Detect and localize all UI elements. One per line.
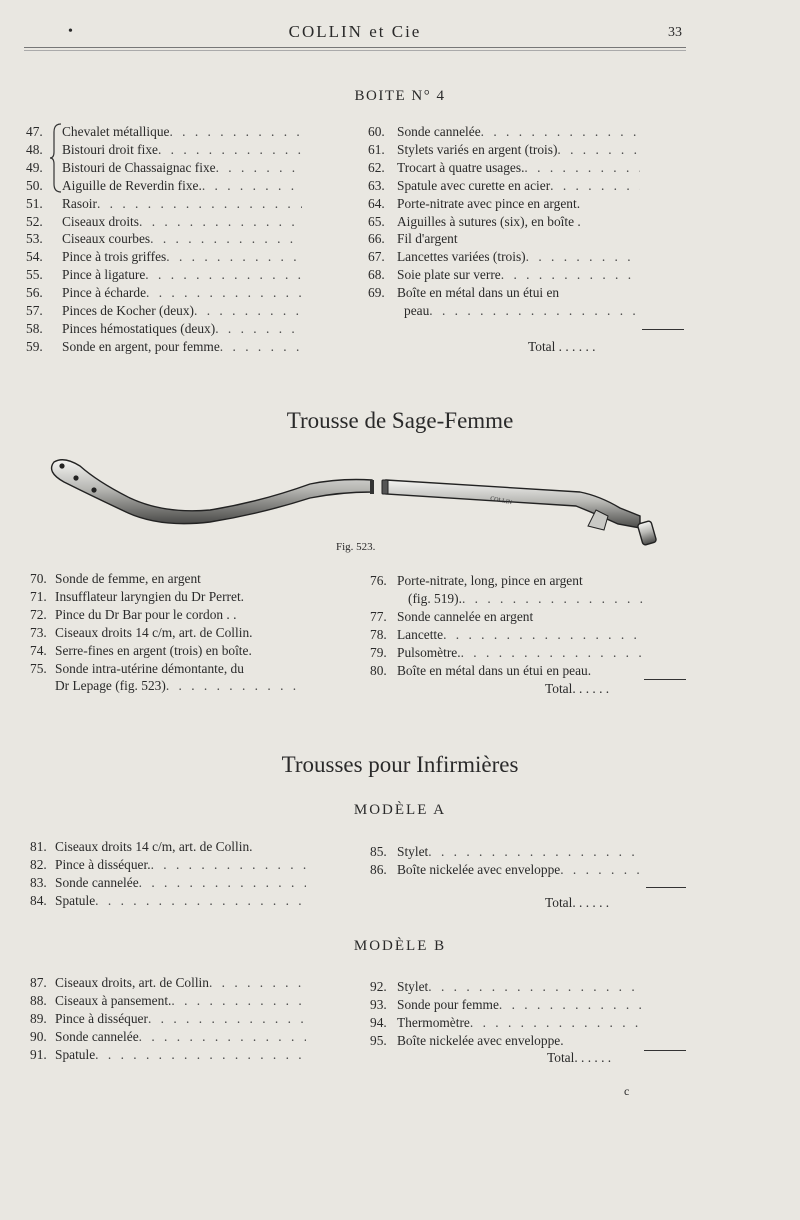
list-item [30, 856, 306, 874]
item-text: Stylet [397, 979, 429, 994]
item-number: 87. [30, 975, 47, 990]
item-text: Boîte nickelée avec enveloppe [397, 861, 561, 877]
list-item [26, 177, 302, 195]
leader-dots [169, 123, 302, 141]
item-text: Ciseaux droits [62, 213, 139, 229]
item-number: 60. [368, 124, 385, 139]
item-number: 59. [26, 338, 43, 354]
list-item [370, 662, 644, 680]
leader-dots [458, 230, 640, 248]
list-item [370, 996, 644, 1014]
leader-dots [253, 624, 307, 642]
infirmieres-title: Trousses pour Infirmières [281, 752, 519, 777]
item-text: Boîte en métal dans un étui en [397, 285, 560, 301]
list-item [26, 159, 302, 177]
leader-dots [428, 843, 644, 861]
item-number: 92. [370, 979, 387, 994]
leader-dots [150, 230, 302, 248]
leader-dots [428, 978, 644, 996]
item-number: 80. [370, 662, 387, 678]
item-text: Fil d'argent [397, 231, 458, 247]
item-number [30, 677, 55, 695]
item-number: 47. [26, 124, 43, 139]
list-item [30, 1028, 306, 1046]
modele-b-right-list [370, 978, 644, 1050]
list-item [30, 838, 306, 856]
boite4-right-list [368, 123, 640, 320]
item-text: Serre-fines en argent (trois) en boîte. [55, 642, 252, 658]
item-text: Sonde cannelée [55, 874, 139, 890]
leader-dots [591, 662, 644, 680]
leader-dots [139, 1028, 306, 1046]
item-text: Bistouri de Chassaignac fixe [62, 159, 216, 175]
list-item [26, 266, 302, 284]
item-number: 71. [30, 588, 47, 604]
page-number: 33 [668, 25, 682, 40]
leader-dots [166, 677, 306, 695]
list-item [370, 1032, 644, 1050]
leader-dots [564, 1032, 644, 1050]
item-text: Pinces hémostatiques (deux) [62, 320, 216, 336]
item-number: 95. [370, 1032, 387, 1048]
leader-dots [560, 861, 644, 879]
item-number: 62. [368, 159, 385, 175]
boite4-total-rule [642, 329, 684, 330]
item-number: 93. [370, 996, 387, 1012]
modele-b-total-rule [644, 1050, 686, 1051]
list-item [368, 284, 640, 302]
item-number: 58. [26, 320, 43, 336]
sage-femme-total-rule [644, 679, 686, 680]
item-number [370, 590, 408, 608]
list-item [30, 892, 306, 910]
item-text: Trocart à quatre usages. [397, 159, 525, 175]
header-brand: COLLIN et Cie [288, 22, 422, 41]
sage-femme-left-list [30, 570, 306, 695]
list-item [26, 123, 302, 141]
leader-dots [215, 320, 302, 338]
list-item [30, 974, 306, 992]
item-text: Sonde pour femme [397, 996, 499, 1012]
item-number: 94. [370, 1014, 387, 1030]
item-number: 72. [30, 606, 47, 622]
item-text: Lancettes variées (trois) [397, 249, 526, 265]
item-text: Spatule avec curette en acier [397, 177, 551, 193]
item-text: Stylets variés en argent (trois) [397, 141, 558, 157]
leader-dots [462, 590, 644, 608]
leader-dots [166, 248, 302, 266]
list-item [26, 195, 302, 213]
list-item [368, 123, 640, 141]
list-item [30, 992, 306, 1010]
list-item [370, 843, 644, 861]
modele-b-total: Total. . . . . . [547, 1050, 612, 1065]
leader-dots [244, 588, 306, 606]
leader-dots [95, 892, 306, 910]
item-number: 73. [30, 624, 47, 640]
list-item [26, 230, 302, 248]
leader-dots [139, 213, 302, 231]
item-text: Pinces de Kocher (deux) [62, 303, 194, 319]
item-number: 66. [368, 231, 385, 247]
catheter-illustration [40, 456, 680, 548]
item-text: Pince à disséquer [55, 1010, 148, 1026]
list-item [30, 570, 306, 588]
list-item [370, 644, 644, 662]
item-text: Ciseaux droits 14 c/m, art. de Collin. [55, 839, 253, 854]
item-text: Ciseaux à pansement. [55, 992, 172, 1008]
item-number: 49. [26, 159, 43, 175]
leader-dots [151, 856, 306, 874]
list-item [370, 978, 644, 996]
item-number: 55. [26, 267, 43, 283]
item-number: 69. [368, 285, 385, 301]
header-rule [24, 47, 686, 48]
item-text: Boîte en métal dans un étui en peau. [397, 662, 592, 678]
list-item [30, 1046, 306, 1064]
boite4-title: BOITE N° 4 [354, 88, 446, 104]
item-number: 65. [368, 213, 385, 229]
item-text: Pince à écharde [62, 285, 147, 301]
item-text: (fig. 519). [408, 590, 462, 606]
list-item [26, 302, 302, 320]
item-text: Pince du Dr Bar pour le cordon . . [55, 606, 237, 622]
leader-dots [145, 266, 302, 284]
item-text: Lancette [397, 626, 444, 642]
leader-dots [501, 266, 640, 284]
item-number: 81. [30, 839, 47, 854]
item-text: Boîte nickelée avec enveloppe. [397, 1032, 564, 1048]
list-item [26, 213, 302, 231]
leader-dots [146, 284, 302, 302]
signature-mark: c [624, 1084, 630, 1098]
list-item [26, 248, 302, 266]
list-item [368, 248, 640, 266]
item-text: Porte-nitrate avec pince en argent. [397, 195, 581, 211]
item-number: 64. [368, 195, 385, 211]
list-item [30, 606, 306, 624]
item-number: 52. [26, 213, 43, 229]
list-item [370, 572, 644, 590]
item-text: Ciseaux courbes [62, 231, 151, 247]
item-number: 51. [26, 195, 43, 211]
item-text: Aiguilles à sutures (six), en boîte . [397, 213, 581, 229]
item-text: Stylet [397, 844, 429, 859]
list-item [30, 1010, 306, 1028]
list-item [370, 861, 644, 879]
item-number: 90. [30, 1028, 47, 1044]
modele-a-left-list [30, 838, 306, 910]
item-text: Insufflateur laryngien du Dr Perret. [55, 588, 245, 604]
item-text: Soie plate sur verre [397, 267, 501, 283]
list-item [30, 642, 306, 660]
boite4-left-list [26, 123, 302, 356]
item-text: Pince à ligature [62, 267, 146, 283]
item-number: 74. [30, 642, 47, 658]
item-number [368, 302, 404, 320]
leader-dots [253, 838, 307, 856]
item-number: 70. [30, 571, 47, 586]
leader-dots [550, 177, 640, 195]
item-number: 84. [30, 892, 47, 908]
item-text: Thermomètre [397, 1014, 470, 1030]
list-item [30, 660, 306, 678]
header-rule-secondary [24, 50, 686, 51]
leader-dots [481, 123, 640, 141]
list-item [26, 141, 302, 159]
list-item [26, 320, 302, 338]
modele-b-title: MODÈLE B [353, 938, 447, 954]
sage-femme-right-list [370, 572, 644, 679]
list-item [368, 266, 640, 284]
item-number: 56. [26, 285, 43, 301]
engraving-text: COLLIN [489, 496, 513, 507]
item-text: Sonde cannelée en argent [397, 608, 534, 624]
list-item [26, 338, 302, 356]
list-item [368, 141, 640, 159]
item-number: 79. [370, 644, 387, 660]
item-text: Sonde intra-utérine démontante, du [55, 660, 244, 676]
modele-a-total: Total. . . . . . [545, 895, 610, 910]
leader-dots [201, 570, 306, 588]
sage-femme-title: Trousse de Sage-Femme [286, 408, 514, 433]
leader-dots [557, 141, 640, 159]
item-number: 75. [30, 660, 47, 676]
list-item [368, 213, 640, 231]
item-number: 67. [368, 249, 385, 265]
item-number: 78. [370, 626, 387, 642]
leader-dots [559, 284, 640, 302]
list-item [370, 608, 644, 626]
item-text: Pulsomètre. [397, 644, 461, 660]
page-header [24, 20, 686, 50]
item-text: Pince à trois griffes [62, 249, 167, 265]
list-item [30, 677, 306, 695]
item-number: 76. [370, 573, 387, 588]
leader-dots [202, 177, 302, 195]
modele-a-title: MODÈLE A [353, 802, 447, 818]
item-text: Porte-nitrate, long, pince en argent [397, 573, 583, 588]
item-number: 83. [30, 874, 47, 890]
list-item [368, 230, 640, 248]
item-number: 77. [370, 608, 387, 624]
leader-dots [158, 141, 302, 159]
item-number: 68. [368, 267, 385, 283]
item-text: Sonde cannelée [397, 124, 481, 139]
modele-a-right-list [370, 843, 644, 879]
item-number: 48. [26, 141, 43, 157]
leader-dots [220, 338, 302, 356]
leader-dots [580, 195, 640, 213]
item-number: 89. [30, 1010, 47, 1026]
leader-dots [171, 992, 306, 1010]
item-number: 82. [30, 856, 47, 872]
boite4-total: Total . . . . . . [528, 339, 596, 354]
item-text: Ciseaux droits 14 c/m, art. de Collin. [55, 624, 253, 640]
item-number: 91. [30, 1046, 47, 1062]
leader-dots [236, 606, 306, 624]
item-text: Sonde cannelée [55, 1028, 139, 1044]
list-item [368, 177, 640, 195]
item-text: Spatule [55, 1046, 96, 1062]
leader-dots [216, 159, 302, 177]
item-text: Aiguille de Reverdin fixe. [62, 177, 202, 193]
item-text: Chevalet métallique [62, 124, 170, 139]
sage-femme-total: Total. . . . . . [545, 681, 610, 696]
item-text: Pince à disséquer. [55, 856, 151, 872]
leader-dots [583, 572, 644, 590]
list-item [30, 588, 306, 606]
item-text: peau [404, 303, 430, 319]
leader-dots [429, 302, 640, 320]
modele-b-left-list [30, 974, 306, 1064]
modele-a-total-rule [646, 887, 686, 888]
item-text: Spatule [55, 892, 96, 908]
item-number: 85. [370, 844, 387, 859]
list-item [368, 159, 640, 177]
list-item [370, 626, 644, 644]
figure-caption: Fig. 523. [336, 541, 376, 553]
item-number: 50. [26, 177, 43, 193]
leader-dots [139, 874, 306, 892]
item-number: 88. [30, 992, 47, 1008]
item-number: 63. [368, 177, 385, 193]
item-text: Bistouri droit fixe [62, 141, 158, 157]
item-number: 54. [26, 249, 43, 265]
item-text: Sonde en argent, pour femme [62, 338, 220, 354]
list-item [368, 302, 640, 320]
leader-dots [470, 1014, 644, 1032]
leader-dots [252, 642, 306, 660]
leader-dots [526, 248, 640, 266]
list-item [30, 624, 306, 642]
item-text: Rasoir [62, 195, 97, 211]
item-number: 53. [26, 231, 43, 247]
item-text: Dr Lepage (fig. 523) [55, 678, 166, 694]
item-number: 86. [370, 861, 387, 877]
item-text: Ciseaux droits, art. de Collin [55, 975, 209, 990]
leader-dots [443, 626, 644, 644]
leader-dots [95, 1046, 306, 1064]
list-item [370, 590, 644, 608]
leader-dots [524, 159, 640, 177]
header-dot: • [68, 24, 73, 39]
leader-dots [194, 302, 302, 320]
item-text: Sonde de femme, en argent [55, 571, 201, 586]
leader-dots [461, 644, 644, 662]
leader-dots [581, 213, 640, 231]
leader-dots [148, 1010, 306, 1028]
item-number: 61. [368, 141, 385, 157]
leader-dots [533, 608, 644, 626]
leader-dots [244, 660, 306, 678]
leader-dots [209, 974, 306, 992]
leader-dots [499, 996, 644, 1014]
leader-dots [97, 195, 302, 213]
list-item [370, 1014, 644, 1032]
list-item [30, 874, 306, 892]
list-item [368, 195, 640, 213]
list-item [26, 284, 302, 302]
item-number: 57. [26, 303, 43, 319]
